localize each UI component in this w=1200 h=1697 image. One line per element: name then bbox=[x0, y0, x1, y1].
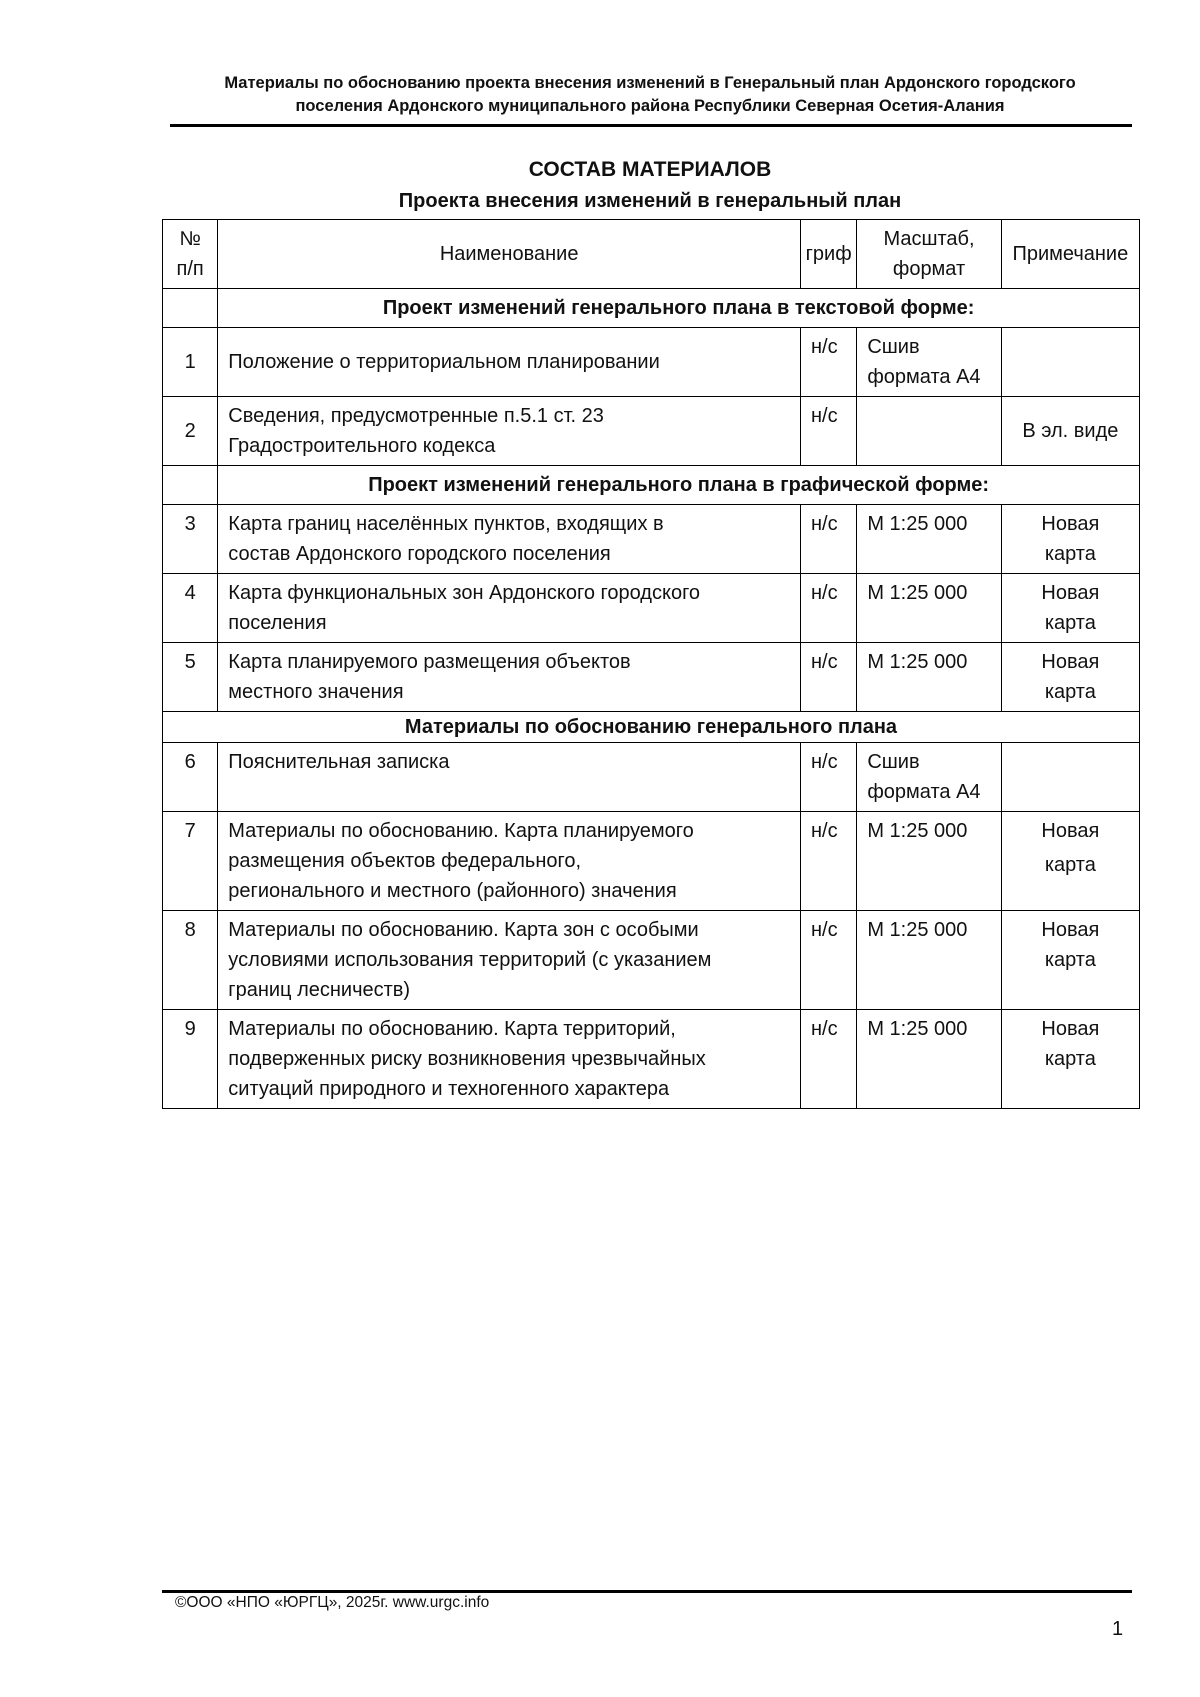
row-grif: н/с bbox=[801, 328, 857, 397]
row-grif: н/с bbox=[801, 505, 857, 574]
row-name-line1: Карта планируемого размещения объектов bbox=[228, 651, 631, 673]
row-note bbox=[1001, 911, 1139, 1010]
table-header-row bbox=[163, 220, 1140, 289]
column-header-scale-line2: формат bbox=[892, 258, 966, 280]
row-note-line2: карта bbox=[1044, 612, 1096, 634]
column-header-name: Наименование bbox=[218, 220, 801, 289]
row-number: 9 bbox=[163, 1010, 218, 1109]
table-row bbox=[163, 328, 1140, 397]
section-row bbox=[163, 289, 1140, 328]
section-title: Материалы по обоснованию генерального плана bbox=[163, 712, 1140, 743]
row-name: Положение о территориальном планировании bbox=[218, 328, 801, 397]
row-note-line1: Новая bbox=[1041, 513, 1100, 535]
row-grif: н/с bbox=[801, 643, 857, 712]
row-number: 7 bbox=[163, 812, 218, 911]
row-scale-line1: Сшив bbox=[867, 336, 920, 358]
row-note-line1: Новая bbox=[1041, 651, 1100, 673]
row-name-line2: состав Ардонского городского поселения bbox=[228, 543, 611, 565]
row-note-line2: карта bbox=[1044, 949, 1096, 971]
row-scale: М 1:25 000 bbox=[857, 505, 1001, 574]
row-note bbox=[1001, 743, 1139, 812]
column-header-scale-line1: Масштаб, bbox=[883, 228, 975, 250]
row-grif: н/с bbox=[801, 911, 857, 1010]
row-name-line1: Материалы по обоснованию. Карта территорий, bbox=[228, 1018, 676, 1040]
row-note-line2: карта bbox=[1044, 854, 1096, 876]
document-subtitle: Проекта внесения изменений в генеральный план bbox=[398, 190, 902, 212]
row-grif: н/с bbox=[801, 397, 857, 466]
row-name-line1: Карта функциональных зон Ардонского городского bbox=[228, 582, 701, 604]
row-scale: М 1:25 000 bbox=[857, 812, 1001, 911]
row-scale: М 1:25 000 bbox=[857, 643, 1001, 712]
section-title: Проект изменений генерального плана в графической форме: bbox=[218, 466, 1140, 505]
row-grif: н/с bbox=[801, 743, 857, 812]
row-scale-line2: формата А4 bbox=[867, 781, 981, 803]
row-name bbox=[218, 574, 801, 643]
row-name-line3: регионального и местного (районного) значения bbox=[228, 880, 677, 902]
table-row bbox=[163, 911, 1140, 1010]
row-grif: н/с bbox=[801, 1010, 857, 1109]
row-name-line2: условиями использования территорий (с указанием bbox=[228, 949, 712, 971]
table-row bbox=[163, 743, 1140, 812]
row-note: В эл. виде bbox=[1001, 397, 1139, 466]
row-name bbox=[218, 911, 801, 1010]
row-note bbox=[1001, 1010, 1139, 1109]
row-name-line1: Сведения, предусмотренные п.5.1 ст. 23 bbox=[228, 405, 604, 427]
row-name: Пояснительная записка bbox=[218, 743, 801, 812]
column-header-note: Примечание bbox=[1001, 220, 1139, 289]
row-note-line2: карта bbox=[1044, 1048, 1096, 1070]
row-scale bbox=[857, 328, 1001, 397]
table-row bbox=[163, 574, 1140, 643]
row-scale bbox=[857, 743, 1001, 812]
row-name-line1: Материалы по обоснованию. Карта зон с особыми bbox=[228, 919, 699, 941]
row-name-line2: поселения bbox=[228, 612, 327, 634]
row-scale-line1: Сшив bbox=[867, 751, 920, 773]
row-scale: М 1:25 000 bbox=[857, 911, 1001, 1010]
row-name-line2: подверженных риску возникновения чрезвычайных bbox=[228, 1048, 706, 1070]
row-name-line3: ситуаций природного и техногенного характера bbox=[228, 1078, 670, 1100]
row-number: 4 bbox=[163, 574, 218, 643]
column-header-number bbox=[163, 220, 218, 289]
row-note bbox=[1001, 505, 1139, 574]
table-row bbox=[163, 397, 1140, 466]
page-header bbox=[170, 72, 1130, 118]
header-rule bbox=[170, 124, 1132, 127]
row-name bbox=[218, 505, 801, 574]
row-scale: М 1:25 000 bbox=[857, 574, 1001, 643]
row-scale bbox=[857, 397, 1001, 466]
section-title: Проект изменений генерального плана в текстовой форме: bbox=[218, 289, 1140, 328]
header-line-1: Материалы по обоснованию проекта внесения изменений в Генеральный план Ардонского городского bbox=[224, 74, 1076, 92]
column-header-number-line1: № bbox=[179, 228, 201, 250]
column-header-number-line2: п/п bbox=[176, 258, 204, 280]
row-note-line1: Новая bbox=[1041, 820, 1100, 842]
row-name-line1: Карта границ населённых пунктов, входящих в bbox=[228, 513, 664, 535]
row-scale-line2: формата А4 bbox=[867, 366, 981, 388]
row-note bbox=[1001, 643, 1139, 712]
row-number: 6 bbox=[163, 743, 218, 812]
footer-copyright: ©ООО «НПО «ЮРГЦ», 2025г. www.urgc.info bbox=[175, 1594, 490, 1611]
header-line-2: поселения Ардонского муниципального района Республики Северная Осетия-Алания bbox=[295, 97, 1005, 115]
row-note-line1: Новая bbox=[1041, 582, 1100, 604]
section-row bbox=[163, 466, 1140, 505]
row-note bbox=[1001, 328, 1139, 397]
row-note bbox=[1001, 574, 1139, 643]
row-name-line3: границ лесничеств) bbox=[228, 979, 411, 1001]
row-name-line2: размещения объектов федерального, bbox=[228, 850, 582, 872]
row-name-line2: Градостроительного кодекса bbox=[228, 435, 496, 457]
row-name bbox=[218, 643, 801, 712]
column-header-grif: гриф bbox=[801, 220, 857, 289]
table-row bbox=[163, 505, 1140, 574]
row-number: 3 bbox=[163, 505, 218, 574]
row-number: 1 bbox=[163, 328, 218, 397]
row-note-line1: Новая bbox=[1041, 919, 1100, 941]
row-name-line2: местного значения bbox=[228, 681, 404, 703]
materials-table bbox=[162, 219, 1140, 1109]
page-number: 1 bbox=[1112, 1618, 1124, 1640]
section-empty-cell bbox=[163, 289, 218, 328]
row-note-line2: карта bbox=[1044, 543, 1096, 565]
row-number: 2 bbox=[163, 397, 218, 466]
row-name bbox=[218, 397, 801, 466]
row-number: 8 bbox=[163, 911, 218, 1010]
row-number: 5 bbox=[163, 643, 218, 712]
row-grif: н/с bbox=[801, 574, 857, 643]
row-note bbox=[1001, 812, 1139, 911]
row-name-line1: Материалы по обоснованию. Карта планируемого bbox=[228, 820, 694, 842]
section-empty-cell bbox=[163, 466, 218, 505]
table-row bbox=[163, 1010, 1140, 1109]
row-note-line2: карта bbox=[1044, 681, 1096, 703]
section-row bbox=[163, 712, 1140, 743]
row-grif: н/с bbox=[801, 812, 857, 911]
row-scale: М 1:25 000 bbox=[857, 1010, 1001, 1109]
column-header-scale bbox=[857, 220, 1001, 289]
document-title: СОСТАВ МАТЕРИАЛОВ bbox=[528, 158, 772, 181]
row-name bbox=[218, 812, 801, 911]
row-name bbox=[218, 1010, 801, 1109]
table-row bbox=[163, 643, 1140, 712]
footer-rule bbox=[162, 1590, 1132, 1593]
table-row bbox=[163, 812, 1140, 911]
row-note-line1: Новая bbox=[1041, 1018, 1100, 1040]
